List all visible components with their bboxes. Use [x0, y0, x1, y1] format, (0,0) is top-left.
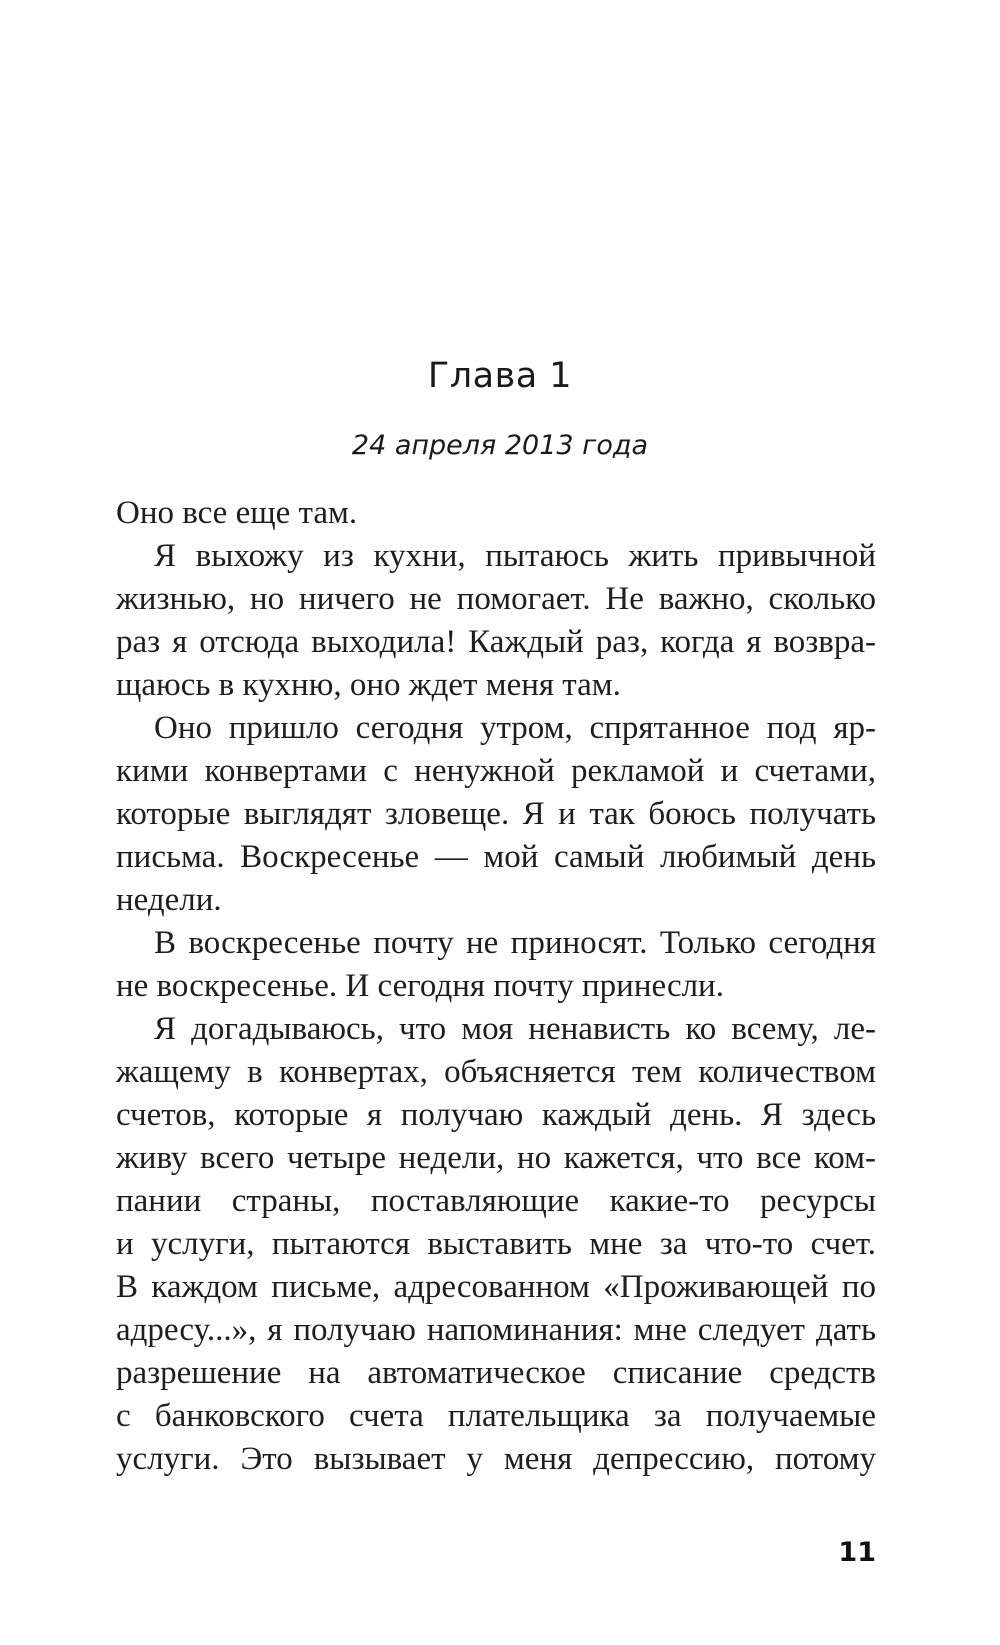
- paragraph: [116, 492, 876, 535]
- page-number: 11: [838, 1537, 876, 1568]
- text-line: не воскресенье. И сегодня почту принесли.: [116, 968, 724, 1004]
- chapter-title: Глава 1: [427, 356, 573, 396]
- text-line: с банковского счета плательщика за получаемые: [116, 1398, 876, 1434]
- text-line: Я выхожу из кухни, пытаюсь жить привычной: [154, 538, 876, 574]
- text-line: щаюсь в кухню, оно ждет меня там.: [116, 667, 621, 703]
- text-line: и услуги, пытаются выставить мне за что-то счет.: [116, 1226, 876, 1262]
- paragraph: [116, 922, 876, 1008]
- paragraph: [116, 707, 876, 922]
- paragraph: [116, 535, 876, 707]
- text-line: счетов, которые я получаю каждый день. Я здесь: [116, 1097, 876, 1133]
- text-line: письма. Воскресенье — мой самый любимый день: [116, 839, 876, 875]
- chapter-date: 24 апреля 2013 года: [351, 430, 649, 461]
- text-line: жизнью, но ничего не помогает. Не важно, сколько: [116, 581, 876, 617]
- text-line: раз я отсюда выходила! Каждый раз, когда я возвра-: [116, 624, 876, 660]
- text-line: Оно пришло сегодня утром, спрятанное под яр-: [154, 710, 876, 746]
- text-line: пании страны, поставляющие какие-то ресурсы: [116, 1183, 876, 1219]
- text-line: жащему в конвертах, объясняется тем количеством: [116, 1054, 876, 1090]
- body-text: [116, 492, 876, 1481]
- text-line: Я догадываюсь, что моя ненависть ко всему, ле-: [154, 1011, 876, 1047]
- text-line: Оно все еще там.: [116, 495, 358, 531]
- text-line: кими конвертами с ненужной рекламой и счетами,: [116, 753, 876, 789]
- text-line: В каждом письме, адресованном «Проживающей по: [116, 1269, 876, 1305]
- text-line: адресу...», я получаю напоминания: мне следует дать: [116, 1312, 876, 1348]
- text-line: живу всего четыре недели, но кажется, что все ком-: [116, 1140, 876, 1176]
- text-line: недели.: [116, 882, 222, 918]
- paragraph: [116, 1008, 876, 1481]
- text-line: услуги. Это вызывает у меня депрессию, потому: [116, 1441, 876, 1477]
- text-line: В воскресенье почту не приносят. Только сегодня: [154, 925, 876, 961]
- text-line: разрешение на автоматическое списание средств: [116, 1355, 876, 1391]
- text-line: которые выглядят зловеще. Я и так боюсь получать: [116, 796, 876, 832]
